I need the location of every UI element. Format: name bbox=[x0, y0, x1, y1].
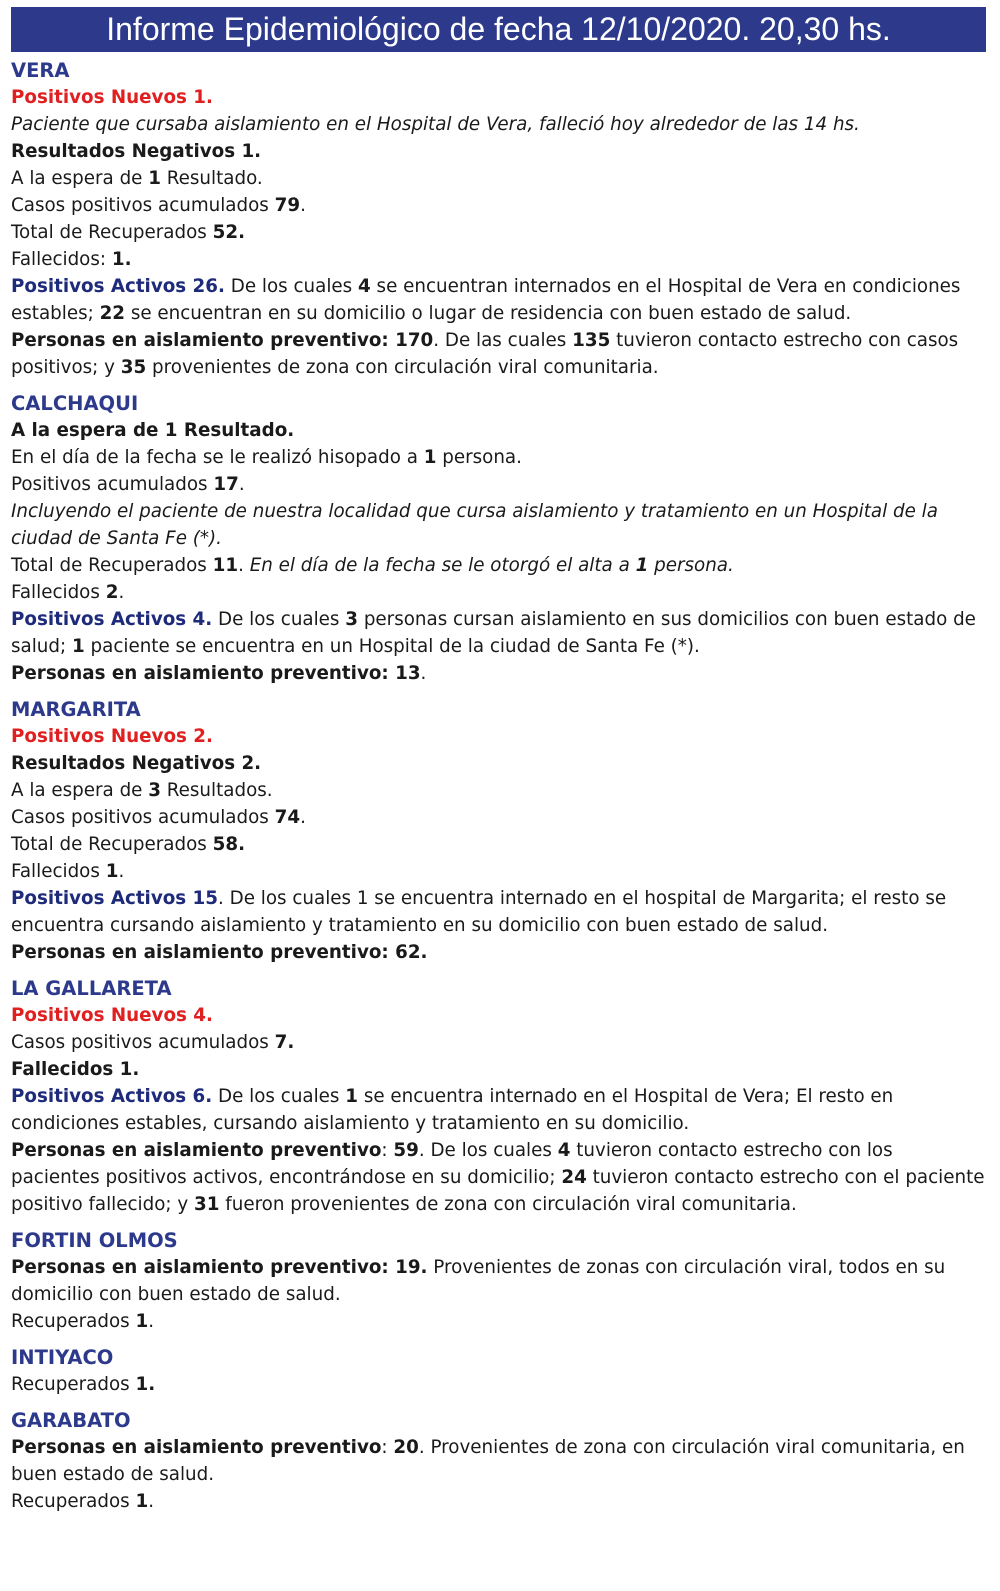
text-segment: Recuperados bbox=[11, 1374, 136, 1395]
report-line bbox=[11, 1434, 986, 1488]
text-segment: Fallecidos bbox=[11, 861, 106, 882]
text-segment: 31 bbox=[194, 1194, 220, 1215]
report-line bbox=[11, 1083, 986, 1137]
text-segment: 135 bbox=[572, 330, 611, 351]
text-segment: personas cursan aislamiento en sus domicilios con buen estado de salud; bbox=[11, 609, 976, 657]
report-line bbox=[11, 1137, 986, 1218]
locality-name: LA GALLARETA bbox=[11, 977, 172, 1000]
report-line bbox=[11, 606, 986, 660]
report-line bbox=[11, 498, 986, 552]
text-segment: Paciente que cursaba aislamiento en el Hospital de Vera, falleció hoy alrededor de las 14 hs. bbox=[11, 114, 860, 135]
text-segment: fueron provenientes de zona con circulación viral comunitaria. bbox=[219, 1194, 797, 1215]
text-segment: . bbox=[300, 195, 306, 216]
report-line bbox=[11, 444, 986, 471]
text-segment: De los cuales bbox=[212, 1086, 346, 1107]
text-segment: 79 bbox=[274, 195, 301, 216]
text-segment: tuvieron contacto estrecho con los pacientes positivos activos, encontrándose en su domicilio; bbox=[11, 1140, 893, 1188]
text-segment: 2 bbox=[105, 582, 119, 603]
text-segment: . bbox=[118, 861, 125, 882]
text-segment: Personas en aislamiento preventivo bbox=[11, 1437, 382, 1458]
report-line bbox=[11, 138, 986, 165]
report-line bbox=[11, 1002, 986, 1029]
report-line bbox=[11, 750, 986, 777]
report-line bbox=[11, 723, 986, 750]
text-segment: . bbox=[118, 582, 125, 603]
text-segment: 74 bbox=[274, 807, 301, 828]
text-segment: 20 bbox=[393, 1437, 419, 1458]
text-segment: 3 bbox=[345, 609, 359, 630]
text-segment: 11 bbox=[212, 555, 239, 576]
report-line bbox=[11, 885, 986, 939]
text-segment: A la espera de bbox=[11, 780, 149, 801]
locality-name: MARGARITA bbox=[11, 698, 141, 721]
text-segment: Positivos Nuevos 4. bbox=[11, 1005, 213, 1026]
text-segment: se encuentran internados en el Hospital de Vera en condiciones estables; bbox=[11, 276, 961, 324]
report-line bbox=[11, 192, 986, 219]
text-segment: . bbox=[238, 474, 245, 495]
text-segment: 52. bbox=[212, 222, 246, 243]
text-segment: 22 bbox=[99, 303, 126, 324]
text-segment: Incluyendo el paciente de nuestra localidad que cursa aislamiento y tratamiento en un Hospital de la ciudad de Santa Fe (*). bbox=[11, 501, 938, 549]
text-segment: Recuperados bbox=[11, 1311, 136, 1332]
locality-name: GARABATO bbox=[11, 1409, 131, 1432]
text-segment: Casos positivos acumulados bbox=[11, 807, 275, 828]
text-segment: 3 bbox=[148, 780, 161, 801]
text-segment: . De las cuales bbox=[433, 330, 573, 351]
text-segment: provenientes de zona con circulación viral comunitaria. bbox=[146, 357, 659, 378]
report-line bbox=[11, 111, 986, 138]
text-segment: . bbox=[148, 1491, 155, 1512]
text-segment: 17 bbox=[213, 474, 239, 495]
text-segment: . bbox=[148, 1311, 155, 1332]
text-segment: persona. bbox=[436, 447, 522, 468]
text-segment: 7. bbox=[274, 1032, 295, 1053]
text-segment: 1. bbox=[111, 249, 132, 270]
text-segment: 35 bbox=[120, 357, 147, 378]
report-line bbox=[11, 579, 986, 606]
text-segment: Total de Recuperados bbox=[11, 555, 213, 576]
report-line bbox=[11, 417, 986, 444]
locality-section bbox=[11, 1344, 986, 1398]
text-segment: De los cuales bbox=[224, 276, 358, 297]
report-line bbox=[11, 804, 986, 831]
text-segment: . De los cuales 1 se encuentra internado en el hospital de Margarita; el resto se encuentra cursando aislamiento y tratamiento en su domicilio con buen estado de salud. bbox=[11, 888, 947, 936]
text-segment: A la espera de bbox=[11, 168, 149, 189]
report-line bbox=[11, 471, 986, 498]
report-line bbox=[11, 1029, 986, 1056]
text-segment: Personas en aislamiento preventivo bbox=[11, 1140, 382, 1161]
report-line bbox=[11, 660, 986, 687]
report-title-banner bbox=[11, 7, 986, 52]
text-segment: Fallecidos 1. bbox=[11, 1059, 140, 1080]
text-segment: Positivos Activos 26. bbox=[11, 276, 225, 297]
text-segment: tuvieron contacto estrecho con casos positivos; y bbox=[11, 330, 959, 378]
text-segment: tuvieron contacto estrecho con el paciente positivo fallecido; y bbox=[11, 1167, 985, 1215]
text-segment: Recuperados bbox=[11, 1491, 136, 1512]
text-segment: Positivos Nuevos 2. bbox=[11, 726, 213, 747]
report-title: Informe Epidemiológico de fecha 12/10/2020. 20,30 hs. bbox=[106, 11, 891, 47]
text-segment: 1 bbox=[135, 1311, 149, 1332]
text-segment: Personas en aislamiento preventivo: 62. bbox=[11, 942, 428, 963]
report-line bbox=[11, 1371, 986, 1398]
text-segment: Personas en aislamiento preventivo: 13 bbox=[11, 663, 421, 684]
locality-section bbox=[11, 696, 986, 966]
report-line bbox=[11, 1488, 986, 1515]
report-line bbox=[11, 777, 986, 804]
text-segment: Positivos Activos 6. bbox=[11, 1086, 213, 1107]
text-segment: Provenientes de zonas con circulación viral, todos en su domicilio con buen estado de salud. bbox=[11, 1257, 946, 1305]
report-line bbox=[11, 219, 986, 246]
report-line bbox=[11, 84, 986, 111]
text-segment: 1 bbox=[148, 168, 161, 189]
text-segment: . bbox=[300, 807, 306, 828]
text-segment: 1 bbox=[423, 447, 437, 468]
text-segment: 1 bbox=[105, 861, 119, 882]
text-segment: : bbox=[381, 1437, 394, 1458]
text-segment: 4 bbox=[358, 276, 371, 297]
text-segment: Personas en aislamiento preventivo: 170 bbox=[11, 330, 434, 351]
report-line bbox=[11, 1254, 986, 1308]
text-segment: En el día de la fecha se le realizó hisopado a bbox=[11, 447, 424, 468]
text-segment: 58. bbox=[212, 834, 246, 855]
text-segment: Positivos Activos 4. bbox=[11, 609, 213, 630]
text-segment: 4 bbox=[557, 1140, 571, 1161]
text-segment: De los cuales bbox=[212, 609, 346, 630]
text-segment: : bbox=[381, 1140, 394, 1161]
locality-section bbox=[11, 1227, 986, 1335]
text-segment: Casos positivos acumulados bbox=[11, 1032, 275, 1053]
locality-name: CALCHAQUI bbox=[11, 392, 139, 415]
text-segment: 1 bbox=[135, 1491, 149, 1512]
report-line bbox=[11, 1056, 986, 1083]
text-segment: Resultados Negativos 2. bbox=[11, 753, 262, 774]
locality-section bbox=[11, 975, 986, 1218]
text-segment: Personas en aislamiento preventivo: 19. bbox=[11, 1257, 428, 1278]
text-segment: Resultados Negativos 1. bbox=[11, 141, 262, 162]
text-segment: paciente se encuentra en un Hospital de la ciudad de Santa Fe (*). bbox=[84, 636, 700, 657]
text-segment: se encuentran en su domicilio o lugar de residencia con buen estado de salud. bbox=[125, 303, 852, 324]
locality-section bbox=[11, 1407, 986, 1515]
locality-section bbox=[11, 57, 986, 381]
report-line bbox=[11, 327, 986, 381]
text-segment: 1. bbox=[135, 1374, 156, 1395]
text-segment: Total de Recuperados bbox=[11, 834, 213, 855]
report-line bbox=[11, 831, 986, 858]
text-segment: Fallecidos: bbox=[11, 249, 112, 270]
text-segment: A la espera de 1 Resultado. bbox=[11, 420, 295, 441]
text-segment: 59 bbox=[393, 1140, 419, 1161]
report-line bbox=[11, 939, 986, 966]
report-line bbox=[11, 1308, 986, 1335]
text-segment: . bbox=[420, 663, 427, 684]
text-segment: Total de Recuperados bbox=[11, 222, 213, 243]
text-segment: 1 bbox=[71, 636, 85, 657]
locality-name: INTIYACO bbox=[11, 1346, 114, 1369]
report-line bbox=[11, 165, 986, 192]
text-segment: Casos positivos acumulados bbox=[11, 195, 275, 216]
text-segment: Resultados. bbox=[160, 780, 273, 801]
text-segment: En el día de la fecha se le otorgó el alta a bbox=[249, 555, 636, 576]
text-segment: 1 bbox=[345, 1086, 359, 1107]
text-segment: . De los cuales bbox=[418, 1140, 558, 1161]
report-line bbox=[11, 246, 986, 273]
text-segment: . Provenientes de zona con circulación viral comunitaria, en buen estado de salud. bbox=[11, 1437, 965, 1485]
locality-name: VERA bbox=[11, 59, 70, 82]
text-segment: 24 bbox=[561, 1167, 587, 1188]
text-segment: persona. bbox=[648, 555, 734, 576]
text-segment: Fallecidos bbox=[11, 582, 106, 603]
locality-name: FORTIN OLMOS bbox=[11, 1229, 178, 1252]
report-body bbox=[11, 57, 986, 1524]
text-segment: Positivos acumulados bbox=[11, 474, 214, 495]
text-segment: . bbox=[238, 555, 250, 576]
text-segment: Positivos Activos 15 bbox=[11, 888, 218, 909]
text-segment: 1 bbox=[635, 555, 649, 576]
text-segment: Resultado. bbox=[160, 168, 263, 189]
report-line bbox=[11, 858, 986, 885]
report-line bbox=[11, 552, 986, 579]
report-line bbox=[11, 273, 986, 327]
text-segment: se encuentra internado en el Hospital de Vera; El resto en condiciones estables, cursando aislamiento y tratamiento en su domicilio. bbox=[11, 1086, 894, 1134]
locality-section bbox=[11, 390, 986, 687]
text-segment: Positivos Nuevos 1. bbox=[11, 87, 213, 108]
